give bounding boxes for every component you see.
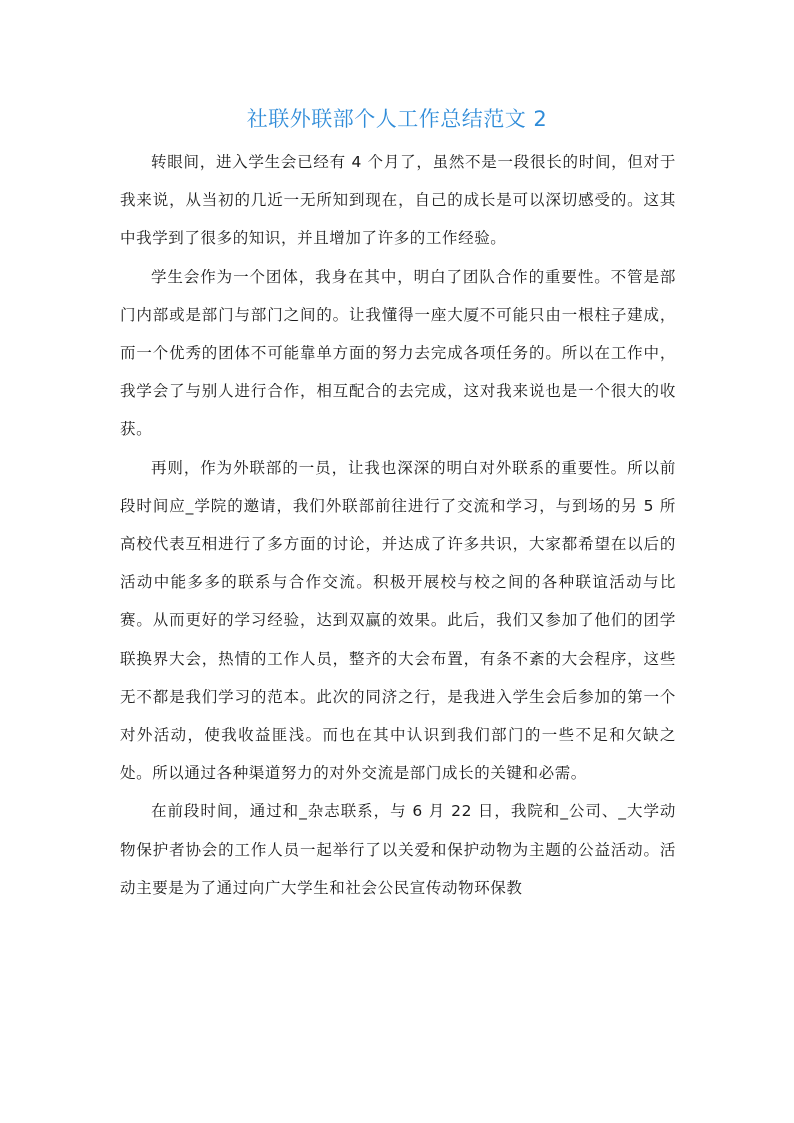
paragraph-1: 转眼间，进入学生会已经有 4 个月了，虽然不是一段很长的时间，但对于我来说，从当初的几近一无所知到现在，自己的成长是可以深切感受的。这其中我学到了很多的知识，并且增加了许多的工作经验。: [120, 153, 676, 248]
paragraph-4: 在前段时间，通过和_杂志联系，与 6 月 22 日，我院和_公司、_大学动物保护者协会的工作人员一起举行了以关爱和保护动物为主题的公益活动。活动主要是为了通过向广大学生和社会公民宣传动物环保教: [120, 802, 676, 897]
paragraph-2: 学生会作为一个团体，我身在其中，明白了团队合作的重要性。不管是部门内部或是部门与部门之间的。让我懂得一座大厦不可能只由一根柱子建成，而一个优秀的团体不可能靠单方面的努力去完成各项任务的。所以在工作中，我学会了与别人进行合作，相互配合的去完成，这对我来说也是一个很大的收获。: [120, 267, 676, 439]
document-body: [120, 143, 676, 907]
document-title: 社联外联部个人工作总结范文 2: [246, 107, 548, 131]
paragraph-3: 再则，作为外联部的一员，让我也深深的明白对外联系的重要性。所以前段时间应_学院的邀请，我们外联部前往进行了交流和学习，与到场的另 5 所高校代表互相进行了多方面的讨论，并达成了许多共识，大家都希望在以后的活动中能多多的联系与合作交流。积极开展校与校之间的各种联谊活动与比赛。从而更好的学习经验，达到双赢的效果。此后，我们又参加了他们的团学联换界大会，热情的工作人员，整齐的大会布置，有条不紊的大会程序，这些无不都是我们学习的范本。此次的同济之行，是我进入学生会后参加的第一个对外活动，使我收益匪浅。而也在其中认识到我们部门的一些不足和欠缺之处。所以通过各种渠道努力的对外交流是部门成长的关键和必需。: [120, 458, 676, 783]
